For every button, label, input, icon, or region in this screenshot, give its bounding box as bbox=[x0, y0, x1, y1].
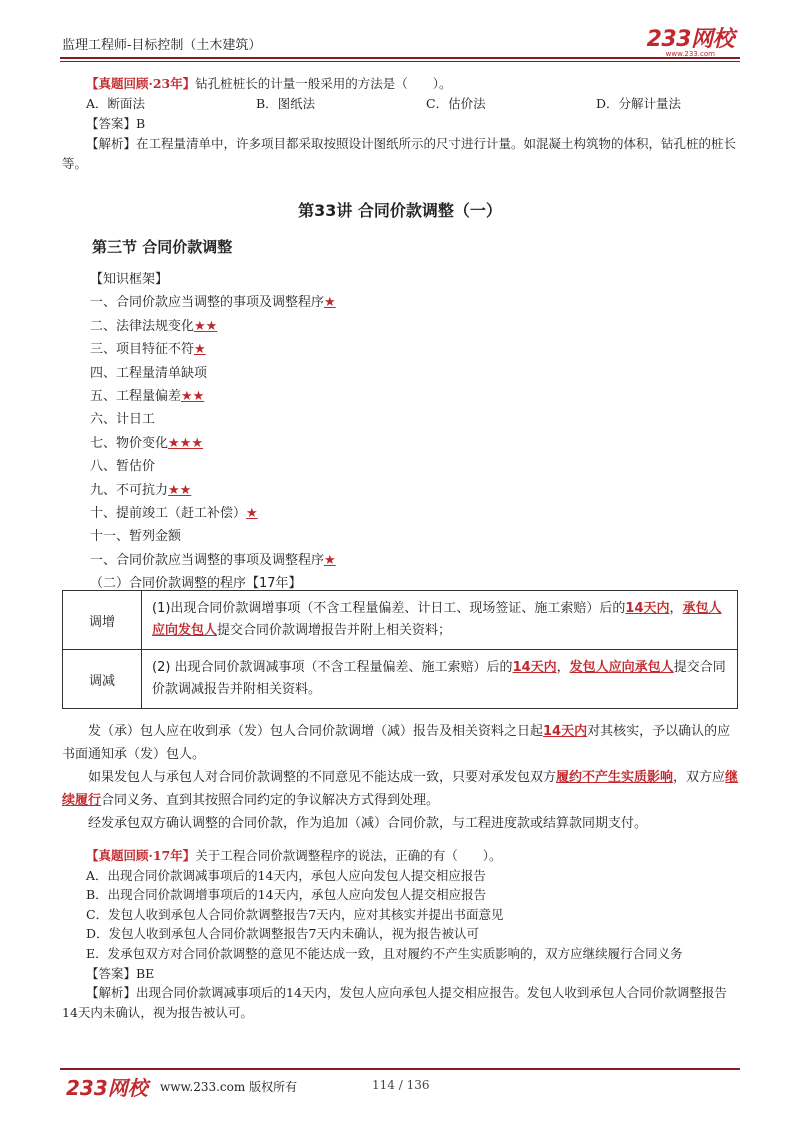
outline-item: 六、计日工 bbox=[90, 412, 156, 428]
outline-item: 九、不可抗力★★ bbox=[90, 482, 192, 498]
highlight: 发包人应向承包人 bbox=[569, 660, 674, 675]
paragraph-verify: 发（承）包人应在收到承（发）包人合同价款调增（减）报告及相关资料之日起14天内对其核实，予以确认的应书面通知承（发）包人。 bbox=[62, 724, 731, 762]
answer: 【答案】B bbox=[86, 116, 146, 131]
analysis: 【解析】在工程量清单中，许多项目都采取按照设计图纸所示的尺寸进行计量。如混凝土构筑物的体积，钻孔桩的桩长等。 bbox=[62, 136, 737, 171]
paragraph-payment: 经发承包双方确认调整的合同价款，作为追加（减）合同价款，与工程进度款或结算款同期支付。 bbox=[88, 816, 648, 831]
star-rating: ★★ bbox=[194, 318, 218, 334]
table-row bbox=[63, 650, 738, 709]
option-a: A．断面法 bbox=[86, 96, 146, 111]
question-tag: 【真题回顾·23年】 bbox=[86, 76, 196, 91]
footer-divider bbox=[60, 1068, 740, 1070]
row-label: 调增 bbox=[63, 591, 142, 650]
section-title: 第三节 合同价款调整 bbox=[92, 238, 233, 256]
highlight: 继续履行 bbox=[62, 770, 739, 808]
question-17 bbox=[62, 846, 742, 1022]
option-list bbox=[62, 94, 742, 114]
option-d: D．分解计量法 bbox=[596, 96, 682, 111]
option-a: A．出现合同价款调减事项后的14天内，承包人应向发包人提交相应报告 bbox=[86, 867, 486, 883]
adjustment-table bbox=[62, 590, 738, 709]
outline-subheading: （二）合同价款调整的程序【17年】 bbox=[90, 576, 302, 592]
highlight: 14天内 bbox=[512, 660, 557, 675]
lecture-title: 第33讲 合同价款调整（一） bbox=[298, 201, 502, 220]
paragraph-dispute: 如果发包人与承包人对合同价款调整的不同意见不能达成一致，只要对承发包双方履约不产生实质影响，双方应继续履行合同义务、直到其按照合同约定的争议解决方式得到处理。 bbox=[62, 770, 739, 808]
brand-logo[interactable] bbox=[647, 22, 734, 58]
star-rating: ★ bbox=[246, 506, 258, 522]
logo-main: 233网校 bbox=[646, 27, 734, 52]
highlight: 承包人应向发包人 bbox=[152, 601, 722, 638]
logo-sub: www.233.com bbox=[665, 50, 715, 58]
outline-item: 三、项目特征不符★ bbox=[90, 342, 206, 358]
outline-item: 二、法律法规变化★★ bbox=[90, 318, 218, 334]
row-label: 调减 bbox=[63, 650, 142, 709]
outline-item: 八、暂估价 bbox=[90, 459, 156, 475]
question-stem bbox=[62, 74, 742, 94]
star-rating: ★ bbox=[194, 342, 206, 358]
outline-item: 十、提前竣工（赶工补偿）★ bbox=[90, 506, 258, 522]
outline-item: 七、物价变化★★★ bbox=[90, 435, 203, 451]
option-e: E．发承包双方对合同价款调整的意见不能达成一致，且对履约不产生实质影响的，双方应继续履行合同义务 bbox=[86, 945, 683, 961]
option-c: C．发包人收到承包人合同价款调整报告7天内，应对其核实并提出书面意见 bbox=[86, 906, 504, 922]
star-rating: ★ bbox=[324, 295, 336, 311]
outline-item: 四、工程量清单缺项 bbox=[90, 365, 208, 381]
outline-item: 一、合同价款应当调整的事项及调整程序★ bbox=[90, 552, 336, 568]
knowledge-outline bbox=[90, 268, 336, 596]
outline-item: 十一、暂列金额 bbox=[90, 529, 182, 545]
footer-logo[interactable]: 233网校 bbox=[66, 1076, 148, 1100]
question-stem bbox=[62, 846, 742, 866]
option-b: B．出现合同价款调增事项后的14天内，承包人应向发包人提交相应报告 bbox=[86, 887, 487, 903]
star-rating: ★★★ bbox=[168, 435, 203, 451]
star-rating: ★★ bbox=[168, 482, 192, 498]
answer: 【答案】BE bbox=[86, 965, 155, 981]
analysis: 【解析】出现合同价款调减事项后的14天内，发包人应向承包人提交相应报告。发包人收到承包人合同价款调整报告14天内未确认，视为报告被认可。 bbox=[62, 985, 727, 1020]
footer-copyright: www.233.com 版权所有 bbox=[160, 1080, 298, 1094]
question-tag: 【真题回顾·17年】 bbox=[86, 848, 196, 863]
framework-label: 【知识框架】 bbox=[90, 272, 169, 287]
question-text: 关于工程合同价款调整程序的说法，正确的有（ ）。 bbox=[195, 848, 502, 863]
option-b: B．图纸法 bbox=[256, 96, 316, 111]
question-23 bbox=[62, 74, 742, 174]
highlight: 14天内 bbox=[543, 724, 588, 739]
star-rating: ★★ bbox=[181, 389, 205, 405]
highlight: 履约不产生实质影响 bbox=[556, 770, 674, 785]
option-d: D．发包人收到承包人合同价款调整报告7天内未确认，视为报告被认可 bbox=[86, 926, 479, 942]
outline-item: 五、工程量偏差★★ bbox=[90, 389, 205, 405]
highlight: 14天内 bbox=[625, 601, 670, 616]
page-number: 114 / 136 bbox=[372, 1078, 430, 1092]
table-row bbox=[63, 591, 738, 650]
star-rating: ★ bbox=[324, 552, 336, 568]
header-divider bbox=[60, 57, 740, 59]
row-text: (2) 出现合同价款调减事项（不含工程量偏差、施工索赔）后的14天内，发包人应向承包人提交合同价款调减报告并附相关资料。 bbox=[142, 650, 738, 709]
outline-item: 一、合同价款应当调整的事项及调整程序★ bbox=[90, 295, 336, 311]
option-c: C．估价法 bbox=[426, 96, 486, 111]
header-divider-thin bbox=[60, 61, 740, 62]
question-text: 钻孔桩桩长的计量一般采用的方法是（ ）。 bbox=[195, 76, 452, 91]
row-text: (1)出现合同价款调增事项（不含工程量偏差、计日工、现场签证、施工索赔）后的14天内，承包人应向发包人提交合同价款调增报告并附上相关资料； bbox=[142, 591, 738, 650]
header-title: 监理工程师-目标控制（土木建筑） bbox=[62, 38, 262, 53]
